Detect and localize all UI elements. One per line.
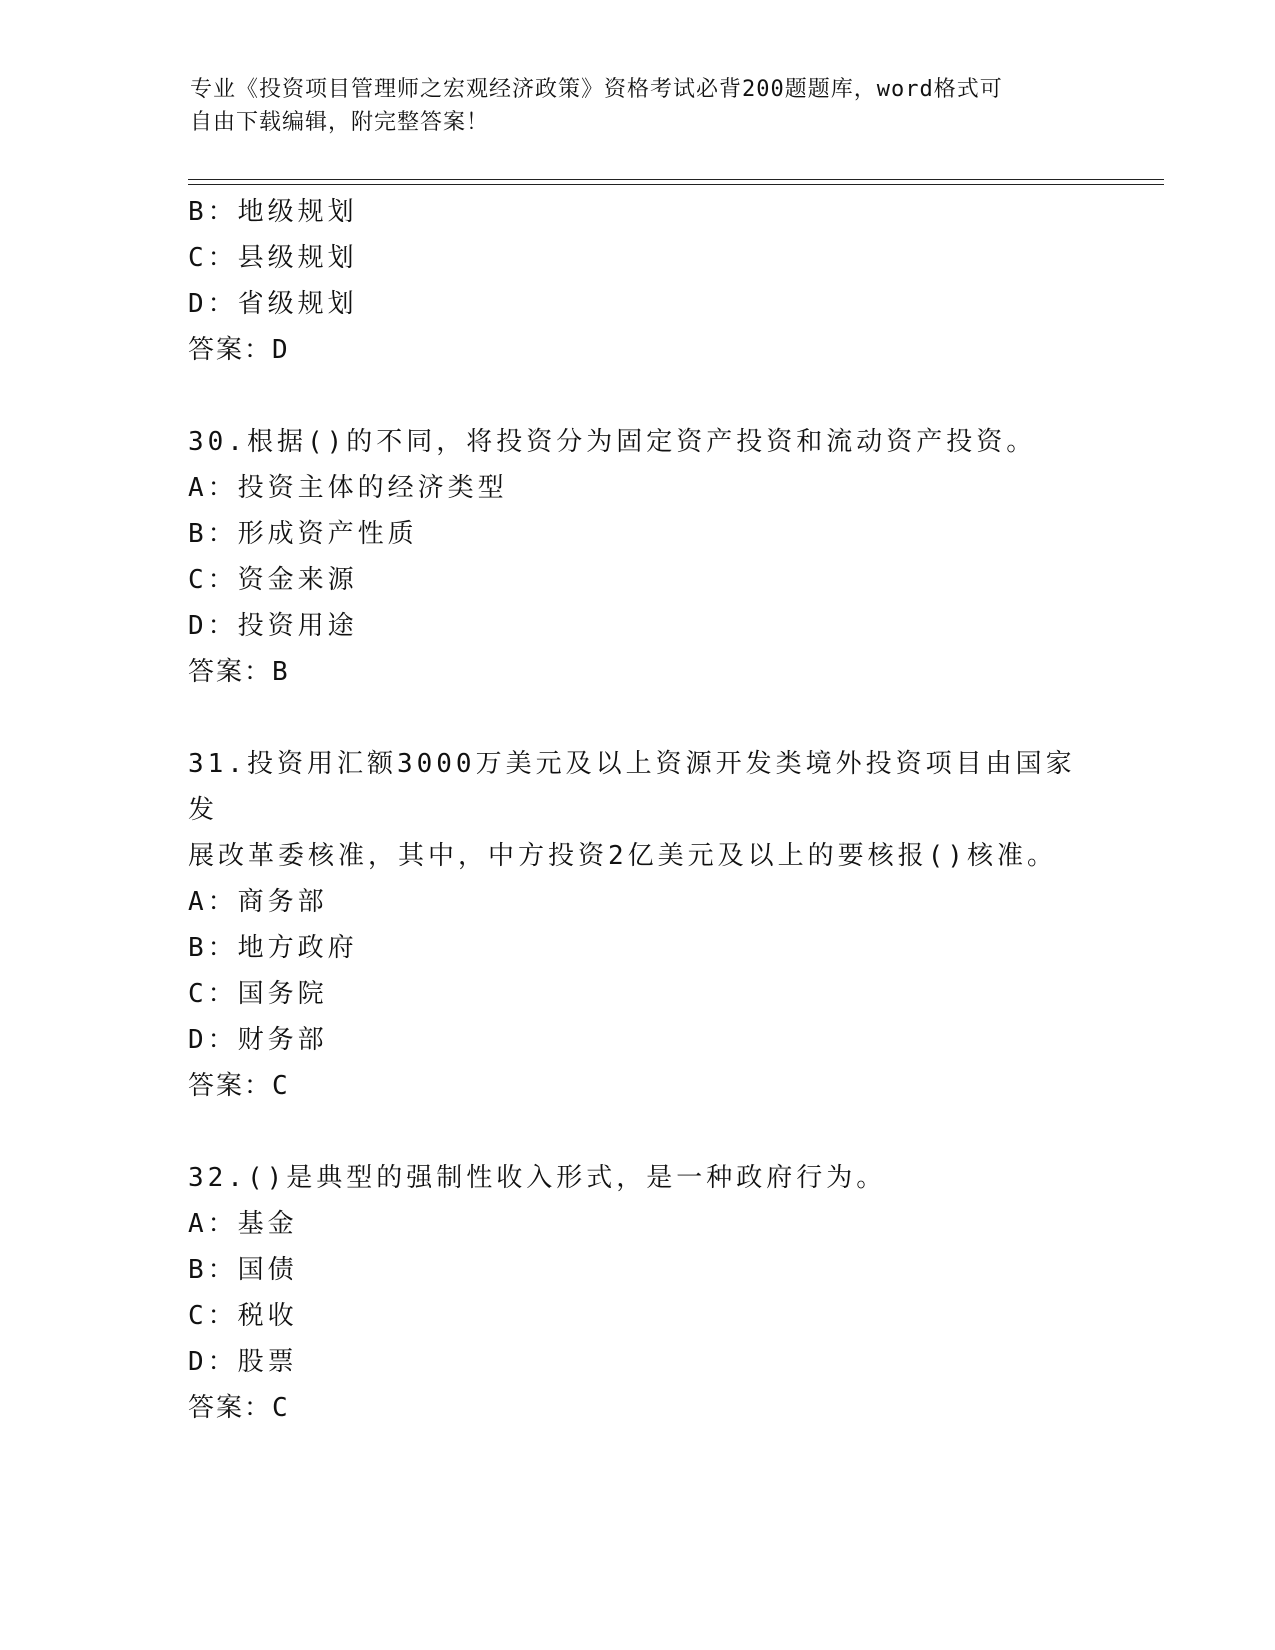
option-c: C：资金来源 <box>188 565 358 595</box>
option-b: B：地级规划 <box>188 197 358 227</box>
answer-line: 答案：D <box>188 335 290 365</box>
option-b: B：地方政府 <box>188 933 358 963</box>
option-b: B：国债 <box>188 1255 298 1285</box>
option-a: A：基金 <box>188 1209 298 1239</box>
question-stem: 30.根据()的不同，将投资分为固定资产投资和流动资产投资。 <box>188 427 1037 457</box>
option-c: C：国务院 <box>188 979 328 1009</box>
question-stem-line-2: 展改革委核准，其中，中方投资2亿美元及以上的要核报()核准。 <box>188 841 1057 871</box>
answer-line: 答案：C <box>188 1071 290 1101</box>
option-b: B：形成资产性质 <box>188 519 418 549</box>
question-29-continued <box>188 189 1088 373</box>
question-stem: 32.()是典型的强制性收入形式，是一种政府行为。 <box>188 1163 887 1193</box>
option-d: D：省级规划 <box>188 289 358 319</box>
option-d: D：股票 <box>188 1347 298 1377</box>
header-line-2: 自由下载编辑，附完整答案！ <box>190 110 490 135</box>
question-31 <box>188 741 1088 1109</box>
answer-line: 答案：C <box>188 1393 290 1423</box>
question-30 <box>188 419 1088 695</box>
header-divider-bottom <box>188 184 1164 185</box>
question-stem-line-1: 31.投资用汇额3000万美元及以上资源开发类境外投资项目由国家发 <box>188 749 1076 825</box>
option-a: A：商务部 <box>188 887 328 917</box>
option-c: C：县级规划 <box>188 243 358 273</box>
answer-line: 答案：B <box>188 657 290 687</box>
header-line-1: 专业《投资项目管理师之宏观经济政策》资格考试必背200题题库，word格式可 <box>190 77 1003 102</box>
option-d: D：投资用途 <box>188 611 358 641</box>
document-header <box>190 73 1090 139</box>
header-divider-top <box>188 179 1164 180</box>
question-list <box>188 189 1088 1431</box>
question-32 <box>188 1155 1088 1431</box>
option-c: C：税收 <box>188 1301 298 1331</box>
option-a: A：投资主体的经济类型 <box>188 473 508 503</box>
option-d: D：财务部 <box>188 1025 328 1055</box>
